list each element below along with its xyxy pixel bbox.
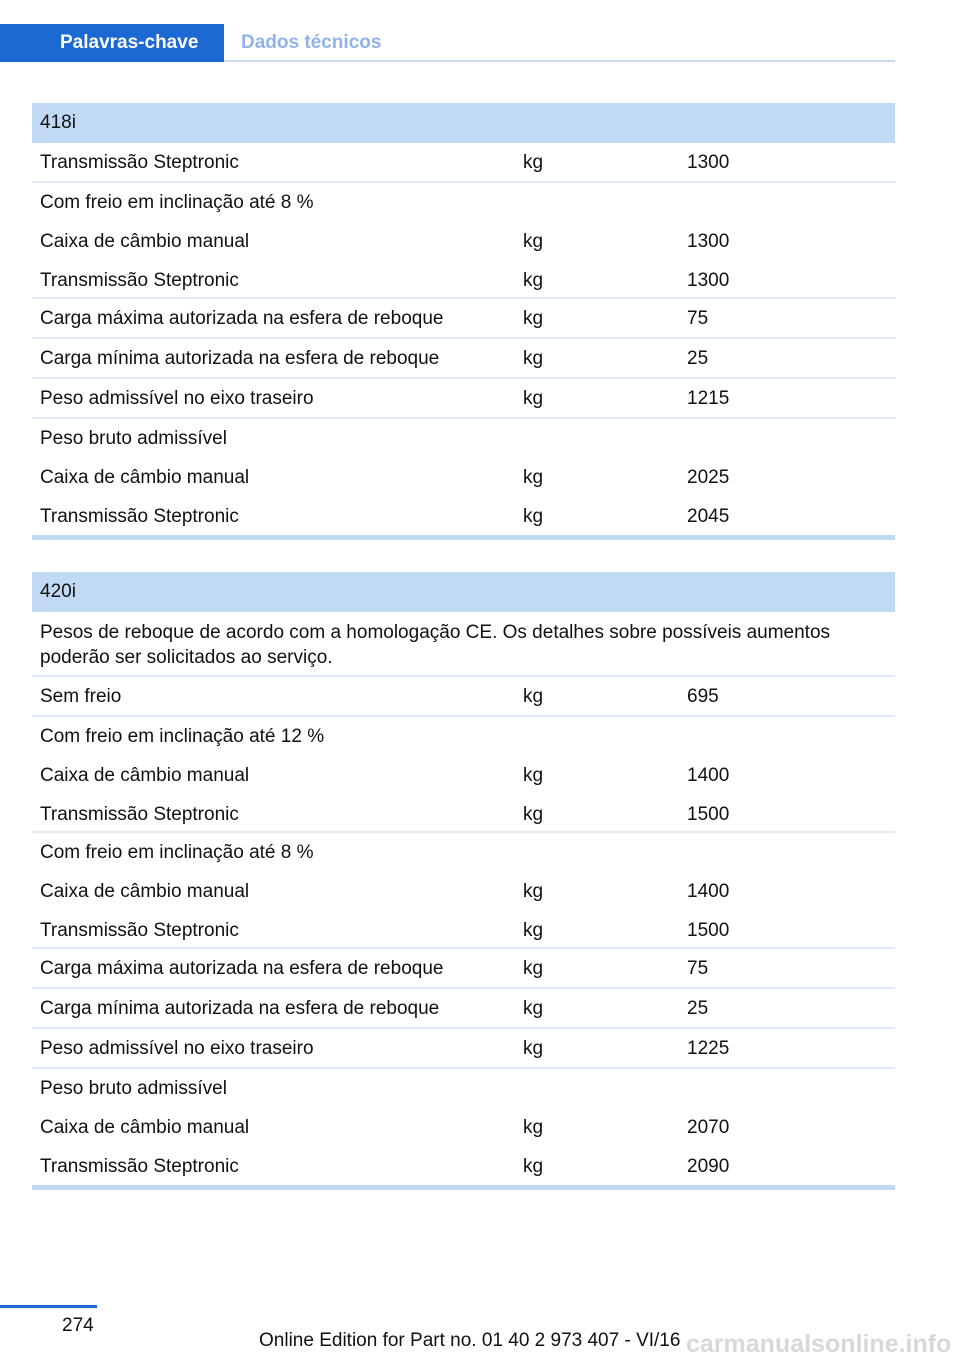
row-unit: kg — [523, 467, 544, 488]
row-unit: kg — [523, 231, 544, 252]
row-value: 75 — [687, 958, 709, 979]
row-value: 1225 — [687, 1038, 730, 1059]
table-row — [32, 183, 895, 222]
table-row — [32, 949, 895, 989]
row-value: 1300 — [687, 152, 730, 173]
row-label: Peso bruto admissível — [40, 428, 227, 449]
row-label: Transmissão Steptronic — [40, 506, 239, 527]
row-value: 1500 — [687, 804, 730, 825]
row-value: 1215 — [687, 388, 730, 409]
row-value: 2090 — [687, 1156, 730, 1177]
table-row — [32, 1069, 895, 1108]
table-row — [32, 222, 895, 261]
table-418i — [32, 103, 895, 540]
row-label: Transmissão Steptronic — [40, 920, 239, 941]
row-unit: kg — [523, 1156, 544, 1177]
row-label: Carga mínima autorizada na esfera de reboque — [40, 998, 440, 1019]
row-label: Caixa de câmbio manual — [40, 231, 250, 252]
table-row — [32, 339, 895, 379]
row-value: 25 — [687, 998, 709, 1019]
table-row — [32, 379, 895, 419]
row-unit: kg — [523, 152, 544, 173]
table-note — [32, 612, 895, 677]
table-row — [32, 261, 895, 299]
row-label: Carga mínima autorizada na esfera de reboque — [40, 348, 440, 369]
row-label: Caixa de câmbio manual — [40, 765, 250, 786]
row-unit: kg — [523, 958, 544, 979]
table-row — [32, 1108, 895, 1147]
row-label: Com freio em inclinação até 8 % — [40, 192, 314, 213]
table-row — [32, 911, 895, 949]
row-unit: kg — [523, 765, 544, 786]
row-label: Carga máxima autorizada na esfera de reboque — [40, 308, 444, 329]
row-value: 1400 — [687, 765, 730, 786]
table-row — [32, 756, 895, 795]
header-divider — [224, 60, 895, 62]
table-row — [32, 497, 895, 535]
row-label: Peso admissível no eixo traseiro — [40, 1038, 314, 1059]
row-unit: kg — [523, 920, 544, 941]
table-title: 420i — [32, 572, 895, 612]
row-label: Caixa de câmbio manual — [40, 1117, 250, 1138]
row-unit: kg — [523, 308, 544, 329]
row-value: 2025 — [687, 467, 730, 488]
table-row — [32, 872, 895, 911]
row-label: Peso bruto admissível — [40, 1078, 227, 1099]
table-row — [32, 833, 895, 872]
edition-info: Online Edition for Part no. 01 40 2 973 407 - VI/16 — [259, 1330, 681, 1351]
note-text: Pesos de reboque de acordo com a homologação CE. Os detalhes sobre possíveis aumentos poderão ser solicitados ao serviço. — [40, 622, 831, 668]
table-row — [32, 717, 895, 756]
table-row — [32, 458, 895, 497]
row-label: Com freio em inclinação até 12 % — [40, 726, 325, 747]
row-unit: kg — [523, 506, 544, 527]
table-title: 418i — [32, 103, 895, 143]
table-row — [32, 1029, 895, 1069]
row-label: Carga máxima autorizada na esfera de reboque — [40, 958, 444, 979]
row-unit: kg — [523, 1117, 544, 1138]
tab-palavras-chave[interactable]: Palavras-chave — [0, 24, 224, 62]
row-value: 1400 — [687, 881, 730, 902]
table-row — [32, 1147, 895, 1185]
row-unit: kg — [523, 388, 544, 409]
row-unit: kg — [523, 1038, 544, 1059]
row-value: 1300 — [687, 231, 730, 252]
tab-dados-tecnicos[interactable]: Dados técnicos — [241, 32, 382, 53]
footer-divider — [0, 1305, 97, 1308]
row-unit: kg — [523, 348, 544, 369]
row-label: Sem freio — [40, 686, 122, 707]
row-unit: kg — [523, 686, 544, 707]
row-unit: kg — [523, 270, 544, 291]
row-unit: kg — [523, 804, 544, 825]
table-420i — [32, 572, 895, 1190]
row-value: 75 — [687, 308, 709, 329]
row-unit: kg — [523, 998, 544, 1019]
row-value: 2070 — [687, 1117, 730, 1138]
table-row — [32, 143, 895, 183]
row-label: Transmissão Steptronic — [40, 804, 239, 825]
row-value: 1500 — [687, 920, 730, 941]
page-number: 274 — [62, 1315, 94, 1336]
row-label: Caixa de câmbio manual — [40, 467, 250, 488]
row-value: 2045 — [687, 506, 730, 527]
table-row — [32, 795, 895, 833]
row-value: 25 — [687, 348, 709, 369]
table-row — [32, 419, 895, 458]
row-label: Com freio em inclinação até 8 % — [40, 842, 314, 863]
row-value: 695 — [687, 686, 719, 707]
row-value: 1300 — [687, 270, 730, 291]
row-label: Transmissão Steptronic — [40, 270, 239, 291]
row-label: Caixa de câmbio manual — [40, 881, 250, 902]
table-row — [32, 677, 895, 717]
row-label: Transmissão Steptronic — [40, 1156, 239, 1177]
table-row — [32, 299, 895, 339]
row-label: Peso admissível no eixo traseiro — [40, 388, 314, 409]
row-label: Transmissão Steptronic — [40, 152, 239, 173]
row-unit: kg — [523, 881, 544, 902]
watermark: carmanualsonline.info — [686, 1330, 952, 1358]
page-header — [0, 24, 895, 62]
table-row — [32, 989, 895, 1029]
